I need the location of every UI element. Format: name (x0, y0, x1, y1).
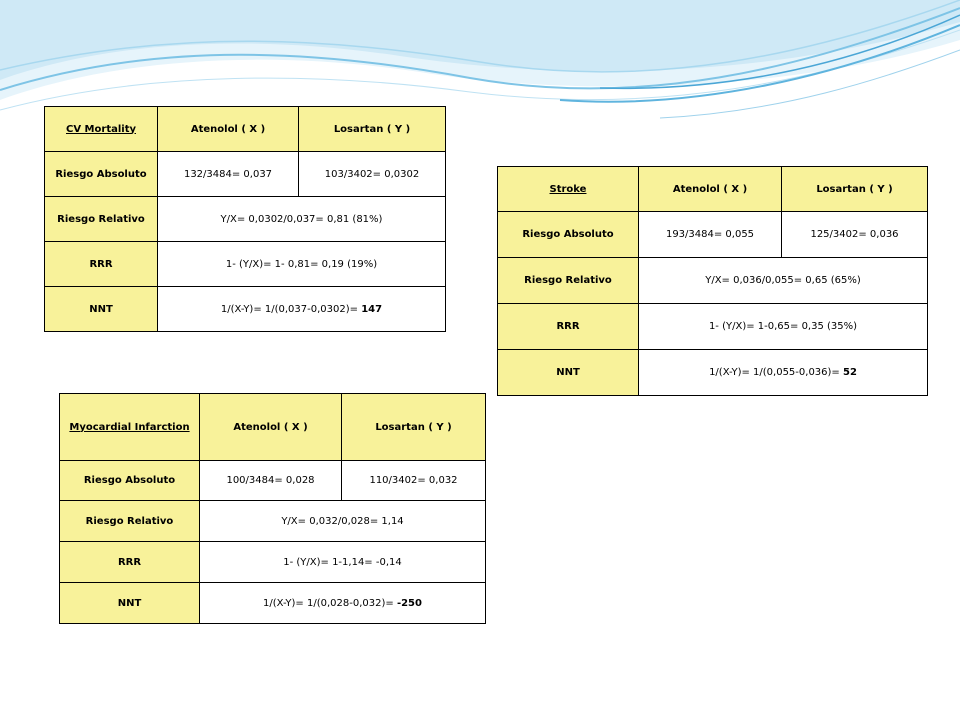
row-label-nnt: NNT (60, 583, 200, 624)
relative-risk-value: Y/X= 0,032/0,028= 1,14 (200, 501, 486, 542)
absolute-risk-atenolol: 193/3484= 0,055 (639, 212, 782, 258)
nnt-formula: 1/(X-Y)= 1/(0,037-0,0302)= (220, 303, 362, 315)
table-title: Myocardial Infarction (60, 394, 200, 461)
table-row (498, 212, 928, 258)
table-row (45, 197, 446, 242)
relative-risk-value: Y/X= 0,036/0,055= 0,65 (65%) (639, 258, 928, 304)
column-header-losartan: Losartan ( Y ) (342, 394, 486, 461)
table-row (60, 501, 486, 542)
table-header-row (45, 107, 446, 152)
table-title: Stroke (498, 167, 639, 212)
absolute-risk-losartan: 110/3402= 0,032 (342, 461, 486, 501)
column-header-atenolol: Atenolol ( X ) (639, 167, 782, 212)
column-header-atenolol: Atenolol ( X ) (158, 107, 299, 152)
table-row (45, 152, 446, 197)
row-label-relative-risk: Riesgo Relativo (45, 197, 158, 242)
table-row (45, 287, 446, 332)
row-label-relative-risk: Riesgo Relativo (60, 501, 200, 542)
nnt-result: 52 (843, 367, 857, 378)
table-title: CV Mortality (45, 107, 158, 152)
table-row (45, 242, 446, 287)
absolute-risk-atenolol: 132/3484= 0,037 (158, 152, 299, 197)
table-row (60, 583, 486, 624)
cv-mortality-table (44, 106, 446, 332)
absolute-risk-losartan: 103/3402= 0,0302 (299, 152, 446, 197)
row-label-nnt: NNT (498, 350, 639, 396)
row-label-rrr: RRR (45, 242, 158, 287)
table-row (498, 304, 928, 350)
myocardial-infarction-table (59, 393, 486, 624)
row-label-rrr: RRR (60, 542, 200, 583)
rrr-value: 1- (Y/X)= 1- 0,81= 0,19 (19%) (158, 242, 446, 287)
table-row (60, 542, 486, 583)
rrr-value: 1- (Y/X)= 1-0,65= 0,35 (35%) (639, 304, 928, 350)
row-label-absolute-risk: Riesgo Absoluto (498, 212, 639, 258)
row-label-absolute-risk: Riesgo Absoluto (45, 152, 158, 197)
nnt-value-cell (639, 350, 928, 396)
table-header-row (498, 167, 928, 212)
nnt-result: -250 (396, 597, 422, 609)
row-label-nnt: NNT (45, 287, 158, 332)
table-row (498, 350, 928, 396)
column-header-atenolol: Atenolol ( X ) (200, 394, 342, 461)
nnt-value-cell (200, 583, 486, 624)
nnt-value-cell (158, 287, 446, 332)
table-row (60, 461, 486, 501)
row-label-relative-risk: Riesgo Relativo (498, 258, 639, 304)
absolute-risk-atenolol: 100/3484= 0,028 (200, 461, 342, 501)
relative-risk-value: Y/X= 0,0302/0,037= 0,81 (81%) (158, 197, 446, 242)
nnt-formula: 1/(X-Y)= 1/(0,028-0,032)= (263, 597, 397, 609)
absolute-risk-losartan: 125/3402= 0,036 (782, 212, 928, 258)
row-label-rrr: RRR (498, 304, 639, 350)
rrr-value: 1- (Y/X)= 1-1,14= -0,14 (200, 542, 486, 583)
row-label-absolute-risk: Riesgo Absoluto (60, 461, 200, 501)
nnt-result: 147 (361, 303, 383, 315)
column-header-losartan: Losartan ( Y ) (782, 167, 928, 212)
table-row (498, 258, 928, 304)
stroke-table (497, 166, 928, 396)
table-header-row (60, 394, 486, 461)
nnt-formula: 1/(X-Y)= 1/(0,055-0,036)= (709, 367, 843, 378)
column-header-losartan: Losartan ( Y ) (299, 107, 446, 152)
